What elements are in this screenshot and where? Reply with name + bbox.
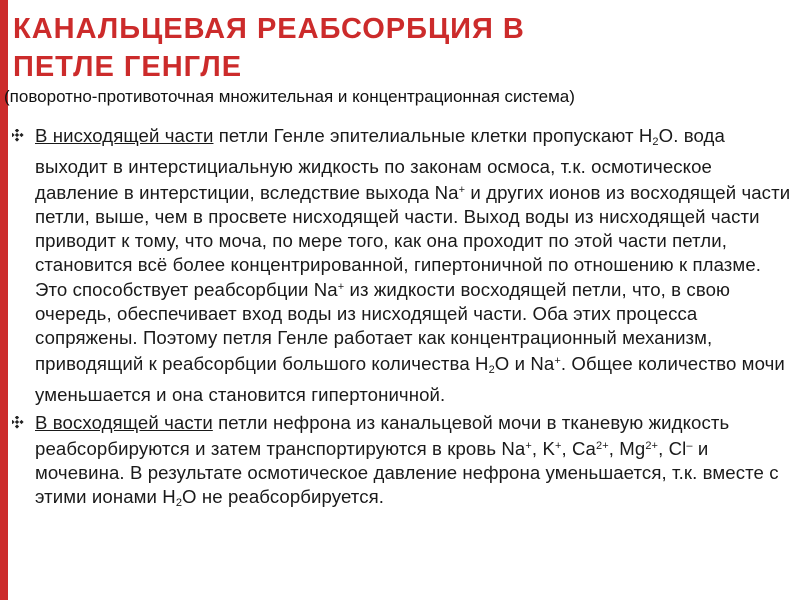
bullet-descending (12, 124, 798, 407)
title-line-1: КАНАЛЬЦЕВАЯ РЕАБСОРБЦИЯ В (13, 13, 525, 45)
superscript: + (554, 355, 561, 368)
bullet-text: из жидкости восходящей петли, что, в свою очередь, обеспечивает вход воды из нисходящей части. Оба этих процесса сопряжены. Поэтому петля Генле работает как концентрационный механизм, приводящий к реабсорбции большого количества Н (35, 279, 731, 375)
slide-title (13, 10, 713, 86)
bullet-term: В нисходящей части (35, 125, 214, 146)
bullet-text: О и Na (494, 353, 555, 375)
bullet-text: , Cl (658, 437, 687, 459)
slide-subtitle: (поворотно-противоточная множительная и концентрационная система) (4, 87, 575, 106)
superscript: – (686, 439, 693, 452)
bullet-text: О. вода выходит в интерстициальную жидкость по законам осмоса, т.к. осмотическое давление в интерстиции, вследствие выхода Na (35, 125, 725, 203)
subscript: 2 (652, 136, 659, 148)
superscript: + (337, 281, 345, 294)
superscript: 2+ (645, 439, 659, 452)
bullet-text: и других ионов из восходящей части петли, выше, чем в просвете нисходящей части. Выход воды из нисходящей части приводит к тому, что моча, по мере того, как она проходит по этой части петли, становится всё более концентрированной, гипертоничной по отношению к плазме. Это способствует реабсорбции Na (35, 181, 791, 301)
content-body (12, 124, 798, 516)
bullet-text: и мочевина. В результате осмотическое давление нефрона уменьшается, т.к. вместе с этими ионами Н (35, 437, 779, 507)
bullet-text: петли Генле эпителиальные клетки пропускают Н (213, 125, 653, 146)
superscript: + (554, 439, 562, 452)
subscript: 2 (175, 496, 183, 509)
bullet-text: , Ca (561, 437, 596, 459)
bullet-text: О не реабсорбируется. (182, 485, 385, 507)
diamond-bullet-icon (12, 129, 26, 143)
title-line-2: ПЕТЛЕ ГЕНГЛЕ (13, 51, 243, 83)
subscript: 2 (488, 364, 495, 377)
bullet-text: , K (531, 437, 555, 459)
bullet-text: , Mg (608, 437, 646, 459)
superscript: + (458, 183, 466, 196)
superscript: + (525, 439, 532, 452)
bullet-term: В восходящей части (35, 411, 213, 433)
bullet-text: . Общее количество мочи уменьшается и она становится гипертоничной. (35, 353, 785, 406)
diamond-bullet-icon (12, 416, 26, 430)
bullet-text: петли нефрона из канальцевой мочи в тканевую жидкость реабсорбируются и затем транспортируются в кровь Na (35, 411, 730, 459)
bullet-ascending (12, 411, 798, 516)
superscript: 2+ (596, 439, 609, 452)
